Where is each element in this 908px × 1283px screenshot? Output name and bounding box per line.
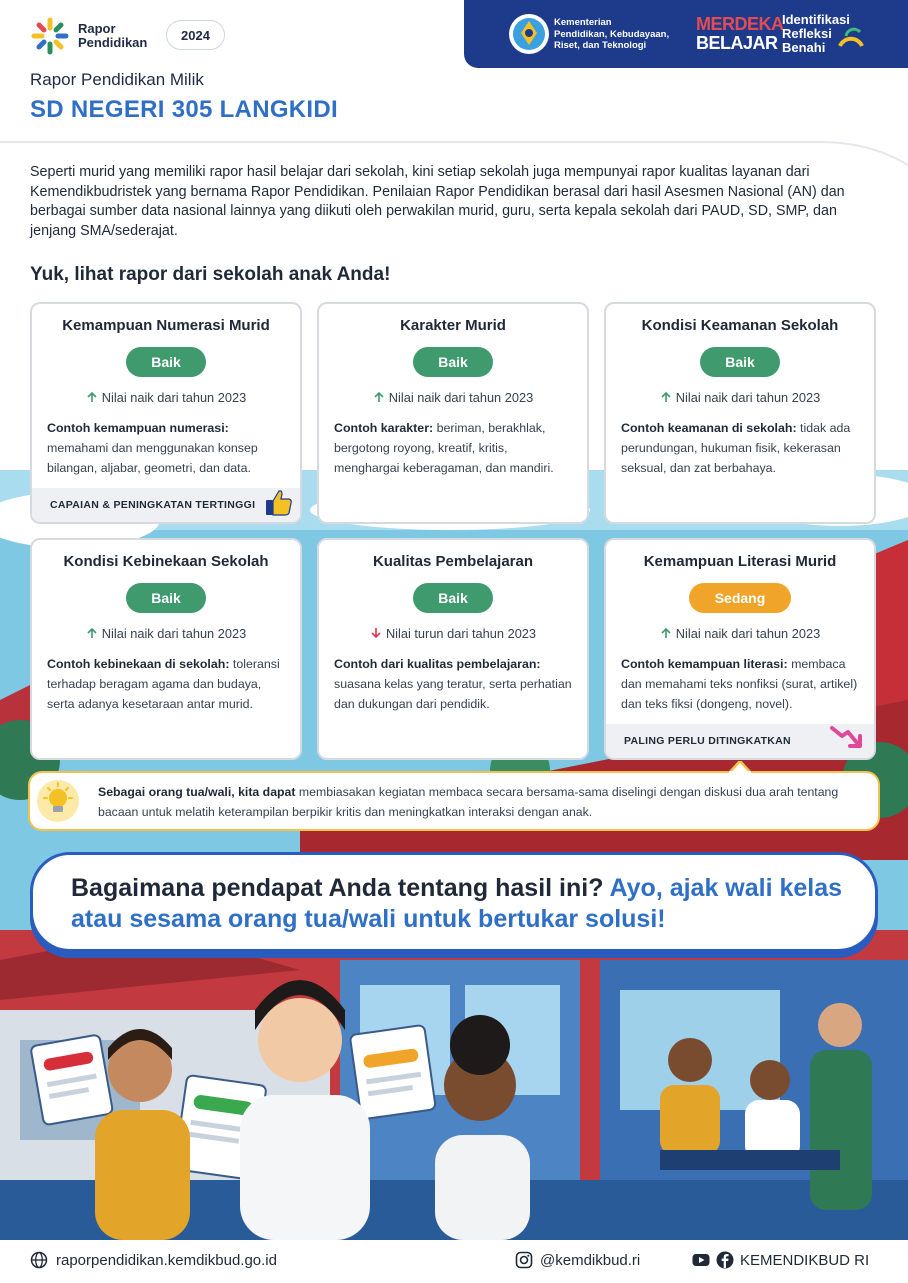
card-description bbox=[621, 418, 862, 478]
trend-line bbox=[32, 390, 300, 405]
card-numerasi bbox=[30, 302, 302, 524]
arrow-down-icon bbox=[370, 627, 382, 639]
card-karakter bbox=[317, 302, 589, 524]
desc-label: Contoh kebinekaan di sekolah: bbox=[47, 657, 230, 671]
trend-text: Nilai naik dari tahun 2023 bbox=[101, 626, 247, 641]
desc-label: Contoh dari kualitas pembelajaran: bbox=[334, 657, 541, 671]
question-text bbox=[71, 873, 845, 935]
tip-line1: membiasakan kegiatan membaca secara bersama-sama diselingi dengan diskusi dua arah tentang bbox=[298, 785, 839, 799]
ministry-line2: Pendidikan, Kebudayaan, bbox=[554, 28, 670, 40]
card-description bbox=[47, 654, 288, 714]
desc-label: Contoh kemampuan literasi: bbox=[621, 657, 788, 671]
tip-lead: Sebagai orang tua/wali, kita dapat bbox=[98, 785, 296, 799]
card-title: Kemampuan Literasi Murid bbox=[643, 553, 837, 570]
sun-logo-icon bbox=[30, 16, 70, 56]
tut-wuri-handayani-logo-icon bbox=[508, 13, 550, 55]
card-footer-highest: CAPAIAN & PENINGKATAN TERTINGGI bbox=[32, 488, 300, 522]
ministry-name bbox=[554, 17, 669, 52]
desc-label: Contoh kemampuan numerasi: bbox=[47, 421, 229, 435]
desc-text: suasana kelas yang teratur, serta perhatian dan dukungan dari pendidik. bbox=[334, 677, 572, 711]
card-description bbox=[47, 418, 288, 478]
year-badge: 2024 bbox=[166, 20, 225, 50]
card-title: Kemampuan Numerasi Murid bbox=[62, 317, 270, 334]
cta-heading: Yuk, lihat rapor dari sekolah anak Anda! bbox=[30, 264, 391, 285]
card-literasi bbox=[604, 538, 876, 760]
rapor-pendidikan-logo bbox=[30, 16, 147, 56]
instagram-link[interactable] bbox=[515, 1251, 640, 1269]
status-badge: Baik bbox=[126, 583, 206, 613]
merdeka-text: MERDEKA bbox=[696, 14, 784, 34]
merdeka-belajar-logo bbox=[696, 15, 784, 53]
belajar-text: BELAJAR bbox=[696, 33, 778, 53]
irb-line3: Benahi bbox=[782, 40, 826, 55]
card-footer-needs-improvement: PALING PERLU DITINGKATKAN bbox=[606, 724, 874, 758]
card-kebinekaan bbox=[30, 538, 302, 760]
website-link[interactable] bbox=[30, 1251, 277, 1269]
desc-label: Contoh karakter: bbox=[334, 421, 434, 435]
card-title: Kualitas Pembelajaran bbox=[372, 553, 534, 570]
card-pembelajaran bbox=[317, 538, 589, 760]
card-description bbox=[334, 654, 575, 714]
trend-text: Nilai naik dari tahun 2023 bbox=[101, 390, 247, 405]
website-text: raporpendidikan.kemdikbud.go.id bbox=[56, 1251, 277, 1269]
irb-arc-icon bbox=[836, 20, 866, 50]
arrow-up-icon bbox=[86, 391, 98, 403]
card-title: Kondisi Keamanan Sekolah bbox=[641, 317, 839, 334]
trend-line bbox=[606, 626, 874, 641]
card-description bbox=[621, 654, 862, 714]
status-badge: Baik bbox=[126, 347, 206, 377]
card-title: Kondisi Kebinekaan Sekolah bbox=[63, 553, 269, 570]
trend-text: Nilai naik dari tahun 2023 bbox=[675, 626, 821, 641]
discussion-question-banner bbox=[30, 852, 878, 952]
trend-line bbox=[32, 626, 300, 641]
trend-text: Nilai naik dari tahun 2023 bbox=[388, 390, 534, 405]
question-dark: Bagaimana pendapat Anda tentang hasil ini? bbox=[71, 874, 604, 902]
parent-tip-banner bbox=[28, 771, 880, 831]
intro-paragraph: Seperti murid yang memiliki rapor hasil belajar dari sekolah, kini setiap sekolah juga mempunyai rapor kualitas layanan dari Kemendikbudristek yang bernama Rapor Pendidikan. Penilaian Rapor Pendidikan berasal dari hasil Asesmen Nasional (AN) dan berbagai sumber data nasional lainnya yang diikuti oleh perwakilan murid, guru, serta kepala sekolah dari PAUD, SD, SMP, dan jenjang SMA/sederajat. bbox=[30, 164, 845, 239]
question-blue: Ayo, ajak wali kelas atau sesama orang tua/wali untuk bertukar solusi! bbox=[71, 874, 843, 933]
app-name bbox=[78, 22, 147, 50]
tip-text bbox=[98, 782, 878, 822]
instagram-icon bbox=[515, 1251, 533, 1269]
app-name-line2: Pendidikan bbox=[78, 35, 148, 50]
card-description bbox=[334, 418, 575, 478]
arrow-up-icon bbox=[660, 391, 672, 403]
status-badge: Sedang bbox=[689, 583, 791, 613]
youtube-facebook-link[interactable] bbox=[692, 1251, 869, 1269]
arrow-up-icon bbox=[373, 391, 385, 403]
facebook-icon bbox=[716, 1251, 734, 1269]
instagram-handle: @kemdikbud.ri bbox=[540, 1251, 641, 1269]
card-keamanan bbox=[604, 302, 876, 524]
status-badge: Baik bbox=[413, 583, 493, 613]
trend-line bbox=[319, 390, 587, 405]
ministry-line1: Kementerian bbox=[554, 17, 612, 28]
thumbs-up-icon bbox=[262, 486, 294, 518]
status-badge: Baik bbox=[700, 347, 780, 377]
school-name: SD NEGERI 305 LANGKIDI bbox=[30, 96, 338, 123]
trend-text: Nilai naik dari tahun 2023 bbox=[675, 390, 821, 405]
irb-line1: Identifikasi bbox=[782, 12, 850, 27]
desc-text: tidak ada perundungan, hukuman fisik, kekerasan seksual, dan zat berbahaya. bbox=[621, 421, 851, 475]
desc-label: Contoh keamanan di sekolah: bbox=[621, 421, 797, 435]
ministry-bar bbox=[464, 0, 908, 68]
trend-line bbox=[606, 390, 874, 405]
desc-text: beriman, berakhlak, bergotong royong, kreatif, kritis, menghargai keberagaman, dan mandiri. bbox=[334, 421, 554, 475]
desc-text: toleransi terhadap beragam agama dan budaya, serta adanya kesetaraan antar murid. bbox=[47, 657, 280, 711]
arrow-up-icon bbox=[86, 627, 98, 639]
desc-text: membaca dan memahami teks nonfiksi (surat, artikel) dan teks fiksi (dongeng, novel). bbox=[621, 657, 858, 711]
tip-pointer bbox=[729, 761, 751, 773]
trend-line bbox=[319, 626, 587, 641]
lightbulb-icon bbox=[36, 779, 80, 823]
trend-down-icon bbox=[824, 722, 868, 754]
youtube-icon bbox=[692, 1251, 710, 1269]
irb-line2: Refleksi bbox=[782, 26, 832, 41]
status-badge: Baik bbox=[413, 347, 493, 377]
globe-icon bbox=[30, 1251, 48, 1269]
trend-text: Nilai turun dari tahun 2023 bbox=[385, 626, 537, 641]
tip-line2: bacaan untuk melatih keterampilan berpikir kritis dan meningkatkan interaksi dengan anak. bbox=[98, 805, 593, 819]
app-name-line1: Rapor bbox=[78, 21, 116, 36]
ministry-line3: Riset, dan Teknologi bbox=[554, 40, 647, 51]
page-footer bbox=[0, 1240, 908, 1283]
arrow-up-icon bbox=[660, 627, 672, 639]
card-title: Karakter Murid bbox=[400, 317, 506, 334]
pre-title: Rapor Pendidikan Milik bbox=[30, 70, 204, 89]
channel-name: KEMENDIKBUD RI bbox=[740, 1251, 870, 1269]
desc-text: memahami dan menggunakan konsep bilangan, aljabar, geometri, dan data. bbox=[47, 441, 258, 475]
